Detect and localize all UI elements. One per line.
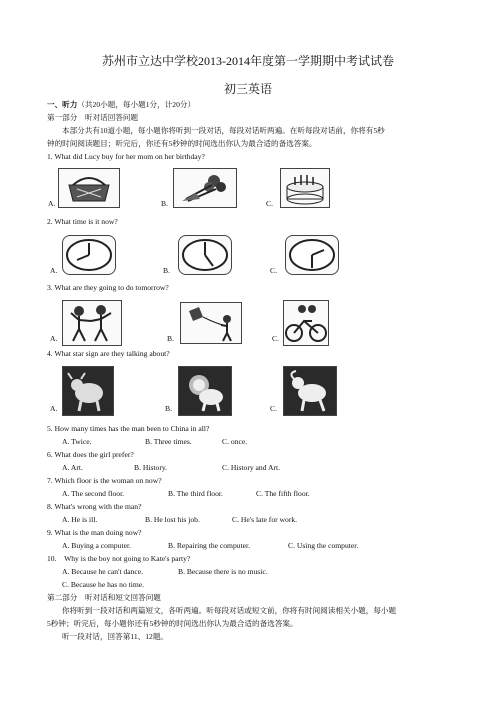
q4-label-a: A. bbox=[50, 404, 58, 413]
q3-label-c: C. bbox=[272, 334, 279, 343]
page-title: 苏州市立达中学校2013-2014年度第一学期期中考试试卷 bbox=[102, 54, 394, 68]
part1-instructions-line2: 钟的时间阅读题目；听完后，你还有5秒钟的时间选出你认为最合适的备选答案。 bbox=[47, 139, 317, 148]
section-note: （共20小题，每小题1分，计20分） bbox=[77, 100, 196, 109]
q4-label-b: B. bbox=[165, 404, 172, 413]
q10-option-a: A. Because he can't dance. bbox=[62, 567, 144, 576]
section-heading bbox=[47, 100, 195, 110]
section-title: 一、听力 bbox=[47, 100, 78, 109]
q9-option-b: B. Repairing the computer. bbox=[168, 541, 251, 550]
q8-option-a: A. He is ill. bbox=[62, 515, 98, 524]
clock-c-icon bbox=[285, 235, 339, 275]
question-10: 10. Why is the boy not going to Kate's party? bbox=[47, 554, 191, 563]
q5-option-a: A. Twice. bbox=[62, 437, 92, 446]
q6-option-c: C. History and Art. bbox=[222, 463, 281, 472]
q1-label-b: B. bbox=[161, 199, 168, 208]
cycling-icon bbox=[283, 300, 329, 346]
question-4: 4. What star sign are they talking about? bbox=[47, 349, 170, 358]
question-7: 7. Which floor is the woman on now? bbox=[47, 476, 162, 485]
q6-option-a: A. Art. bbox=[62, 463, 83, 472]
part2-instructions-line1: 你将听到一段对话和两篇短文，各听两遍。听每段对话或短文前，你将有时间阅读相关小题，每小题 bbox=[62, 606, 397, 615]
q10-option-c: C. Because he has no time. bbox=[62, 580, 145, 589]
part2-heading: 第二部分 听对话和短文回答问题 bbox=[47, 593, 161, 602]
clock-a-icon bbox=[62, 235, 116, 275]
part1-instructions-line1: 本部分共有10道小题，每小题你将听到一段对话，每段对话听两遍。在听每段对话前，你将有5秒 bbox=[62, 126, 385, 135]
q8-option-b: B. He lost his job. bbox=[145, 515, 200, 524]
q7-option-c: C. The fifth floor. bbox=[256, 489, 310, 498]
q10-option-b: B. Because there is no music. bbox=[178, 567, 268, 576]
question-2: 2. What time is it now? bbox=[47, 217, 118, 226]
q2-label-b: B. bbox=[163, 266, 170, 275]
q3-label-a: A. bbox=[50, 334, 58, 343]
bull-icon bbox=[62, 366, 114, 416]
dancing-kids-icon bbox=[62, 300, 122, 346]
question-6: 6. What does the girl prefer? bbox=[47, 450, 134, 459]
cake-icon bbox=[280, 168, 330, 208]
part2-prompt: 听一段对话，回答第11、12题。 bbox=[62, 632, 169, 641]
question-9: 9. What is the man doing now? bbox=[47, 528, 142, 537]
q5-option-b: B. Three times. bbox=[145, 437, 192, 446]
q2-label-a: A. bbox=[50, 266, 58, 275]
page-subtitle: 初三英语 bbox=[223, 82, 272, 96]
ram-icon bbox=[283, 366, 337, 416]
q9-option-a: A. Buying a computer. bbox=[62, 541, 131, 550]
q7-option-a: A. The second floor. bbox=[62, 489, 125, 498]
question-3: 3. What are they going to do tomorrow? bbox=[47, 283, 169, 292]
q8-option-c: C. He's late for work. bbox=[232, 515, 298, 524]
clock-b-icon bbox=[178, 235, 232, 275]
q7-option-b: B. The third floor. bbox=[168, 489, 223, 498]
q9-option-c: C. Using the computer. bbox=[288, 541, 359, 550]
q6-option-b: B. History. bbox=[134, 463, 168, 472]
q4-label-c: C. bbox=[270, 404, 277, 413]
part2-instructions-line2: 5秒钟；听完后，每小题你还有5秒钟的时间选出你认为最合适的备选答案。 bbox=[47, 619, 298, 628]
question-5: 5. How many times has the man been to China in all? bbox=[47, 424, 210, 433]
q3-label-b: B. bbox=[167, 334, 174, 343]
q1-label-c: C. bbox=[266, 199, 273, 208]
q1-label-a: A. bbox=[48, 199, 56, 208]
question-1: 1. What did Lucy buy for her mom on her birthday? bbox=[47, 152, 205, 161]
handbag-icon bbox=[58, 168, 120, 208]
flying-kite-icon bbox=[180, 302, 242, 344]
q2-label-c: C. bbox=[270, 266, 277, 275]
flowers-icon bbox=[173, 168, 237, 208]
q5-option-c: C. once. bbox=[222, 437, 248, 446]
part1-heading: 第一部分 听对话回答问题 bbox=[47, 113, 139, 122]
lion-icon bbox=[178, 366, 232, 416]
question-8: 8. What's wrong with the man? bbox=[47, 502, 142, 511]
